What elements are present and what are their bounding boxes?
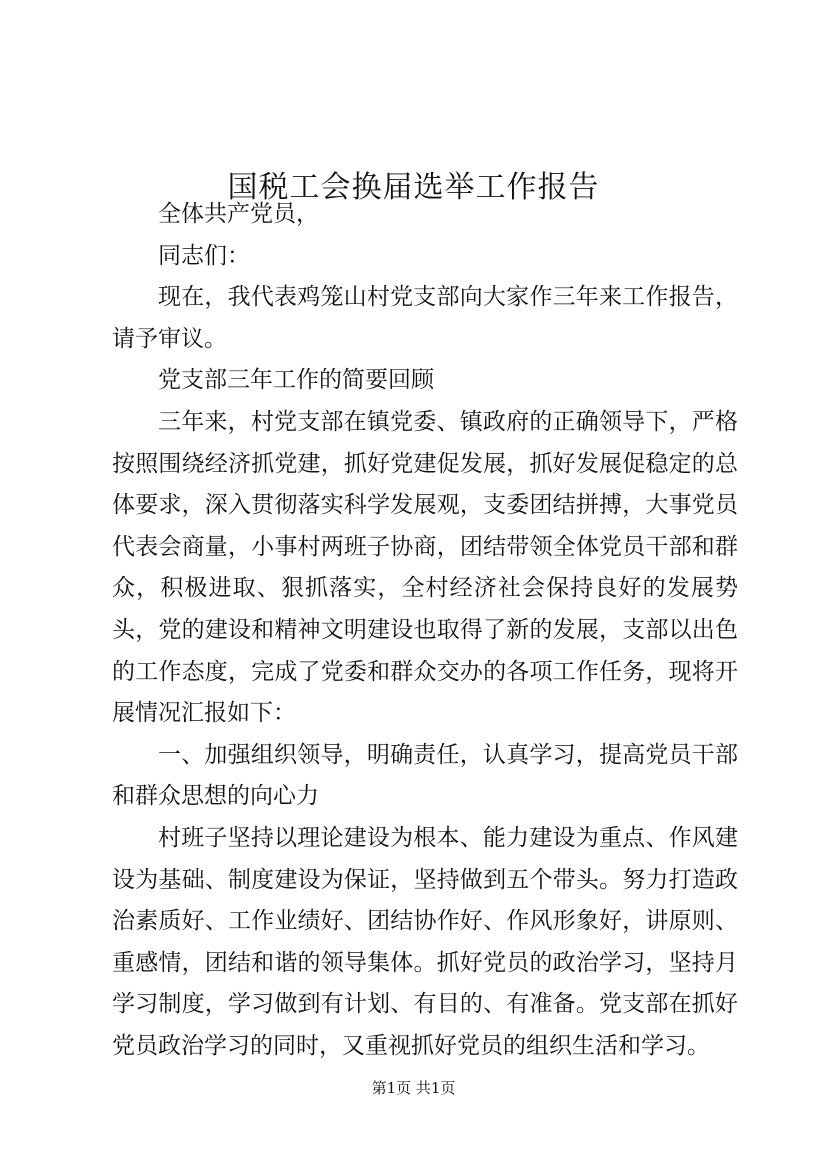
document-title: 国税工会换届选举工作报告 [227, 170, 600, 206]
paragraph-three-years: 三年来，村党支部在镇党委、镇政府的正确领导下，严格按照围绕经济抓党建，抓好党建促发展，抓好发展促稳定的总体要求，深入贯彻落实科学发展观，支委团结拼搏，大事党员代表会商量，小事村两班子协商，团结带领全体党员干部和群众，积极进取、狠抓落实，全村经济社会保持良好的发展势头，党的建设和精神文明建设也取得了新的发展，支部以出色的工作态度，完成了党委和群众交办的各项工作任务，现将开展情况汇报如下： [112, 408, 738, 727]
salutation-party-members: 全体共产党员， [158, 201, 319, 227]
page-footer: 第1页 共1页 [371, 1079, 456, 1097]
section-heading-review: 党支部三年工作的简要回顾 [158, 367, 434, 394]
section-heading-one: 一、加强组织领导，明确责任，认真学习，提高党员干部和群众思想的向心力 [112, 741, 738, 810]
salutation-comrades: 同志们： [158, 242, 250, 269]
paragraph-intro: 现在，我代表鸡笼山村党支部向大家作三年来工作报告，请予审议。 [112, 284, 738, 352]
paragraph-team-building: 村班子坚持以理论建设为根本、能力建设为重点、作风建设为基础、制度建设为保证，坚持做到五个带头。努力打造政治素质好、工作业绩好、团结协作好、作风形象好，讲原则、重感情，团结和谐的领导集体。抓好党员的政治学习，坚持月学习制度，学习做到有计划、有目的、有准备。党支部在抓好党员政治学习的同时，又重视抓好党员的组织生活和学习。 [112, 824, 738, 1059]
document-body [112, 194, 738, 1067]
